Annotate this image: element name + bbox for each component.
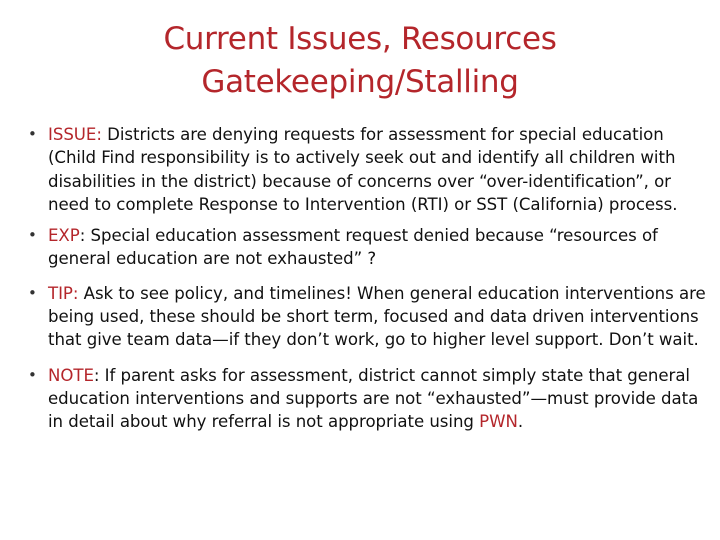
bullet-dot-icon: • <box>28 226 37 245</box>
bullet-text: Special education assessment request denied because “resources of general education are not exhausted” ? <box>48 226 658 269</box>
bullet-dot-icon: • <box>28 283 37 302</box>
bullet-dot-icon: • <box>28 125 37 143</box>
bullet-tag: EXP <box>48 226 80 246</box>
bullet-tag: TIP: <box>48 283 79 303</box>
bullet-note <box>26 364 716 434</box>
bullet-tail-tag: PWN <box>479 412 518 432</box>
title-line-1: Current Issues, Resources <box>163 21 557 57</box>
slide-title <box>0 18 720 104</box>
bullet-text: Districts are denying requests for assessment for special education (Child Find responsibility is to actively seek out and identify all children with disabilities in the district) because of concerns over “over-identification”, or need to complete Response to Intervention (RTI) or SST (California) process. <box>48 125 678 214</box>
bullet-exp <box>26 224 716 271</box>
bullet-tag: ISSUE: <box>48 125 102 144</box>
bullet-dot-icon: • <box>28 365 37 384</box>
bullet-text: Ask to see policy, and timelines! When general education interventions are being used, these should be short term, focused and data driven interventions that give team data—if they don’t work, go to higher level support. Don’t wait. <box>48 283 706 350</box>
bullet-tag-suffix: : <box>93 365 100 385</box>
bullet-tip <box>26 282 716 352</box>
bullet-text: If parent asks for assessment, district cannot simply state that general education interventions and supports are not “exhausted”—must provide data in detail about why referral is not appropriate using <box>48 365 699 432</box>
bullet-tag: NOTE <box>48 365 94 385</box>
bullet-tail: . <box>517 412 524 432</box>
title-line-2: Gatekeeping/Stalling <box>201 64 519 100</box>
bullet-issue <box>26 123 716 216</box>
bullet-tag-suffix: : <box>79 226 86 246</box>
bullet-list <box>26 123 716 446</box>
